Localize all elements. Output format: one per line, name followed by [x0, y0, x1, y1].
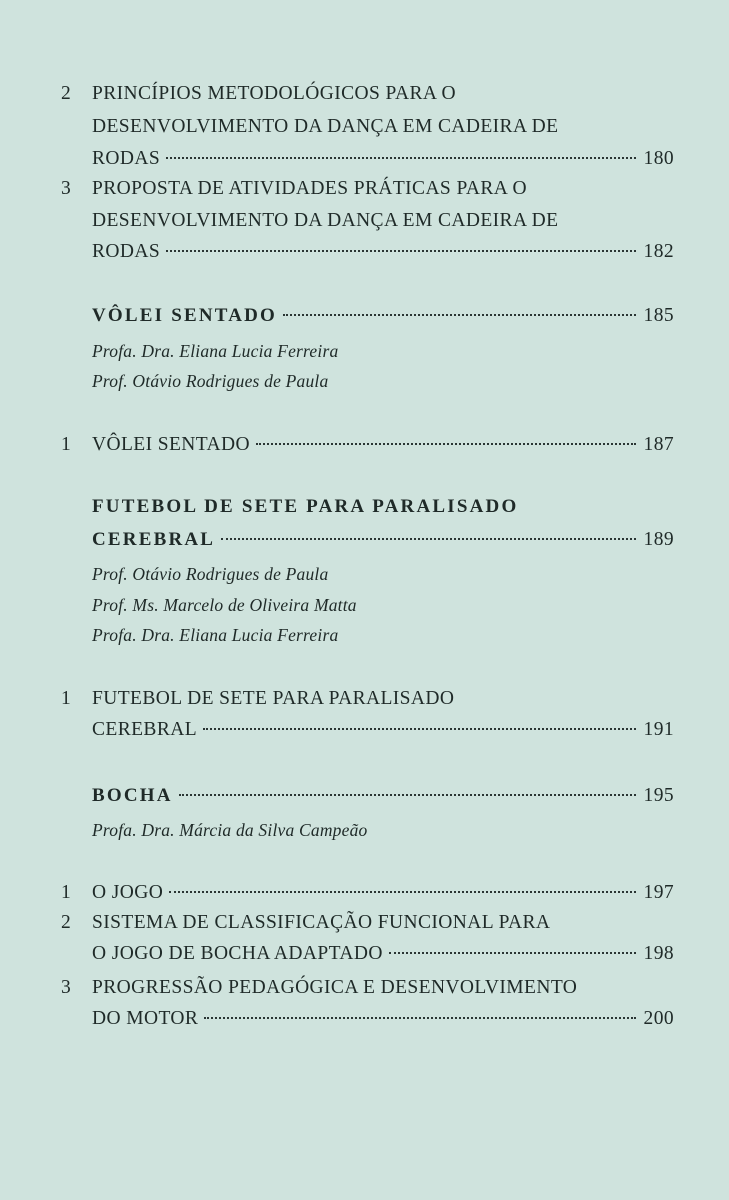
entry-number: 3 [61, 178, 71, 199]
entry-title-line: O JOGO DE BOCHA ADAPTADO [92, 943, 383, 964]
toc-row-proposta[interactable] [92, 241, 674, 263]
entry-number: 1 [61, 434, 71, 455]
leader-dots [221, 538, 636, 540]
leader-dots [256, 443, 636, 445]
leader-dots [204, 1017, 636, 1019]
page-number: 180 [643, 148, 674, 169]
leader-dots [179, 794, 636, 796]
entry-number: 2 [61, 912, 71, 933]
author-line: Profa. Dra. Eliana Lucia Ferreira [92, 341, 339, 361]
toc-row-volei[interactable] [92, 434, 674, 456]
leader-dots [283, 314, 636, 316]
leader-dots [166, 250, 636, 252]
leader-dots [166, 157, 636, 159]
entry-title-line: RODAS [92, 241, 161, 262]
page-number: 189 [643, 529, 674, 550]
entry-title-line: PROGRESSÃO PEDAGÓGICA E DESENVOLVIMENTO [92, 977, 578, 998]
leader-dots [203, 728, 636, 730]
leader-dots [389, 952, 636, 954]
entry-number: 2 [61, 83, 71, 104]
author-line: Prof. Otávio Rodrigues de Paula [92, 564, 329, 584]
page-number: 195 [643, 785, 674, 806]
entry-number: 1 [61, 882, 71, 903]
page-number: 191 [643, 719, 674, 740]
entry-title-line: DESENVOLVIMENTO DA DANÇA EM CADEIRA DE [92, 116, 559, 137]
author-line: Prof. Ms. Marcelo de Oliveira Matta [92, 595, 357, 615]
entry-number: 1 [61, 688, 71, 709]
toc-row-principios[interactable] [92, 148, 674, 170]
page-number: 200 [643, 1008, 674, 1029]
toc-row-progressao[interactable] [92, 1008, 674, 1030]
section-title: VÔLEI SENTADO [92, 305, 278, 326]
entry-title-line: DESENVOLVIMENTO DA DANÇA EM CADEIRA DE [92, 210, 559, 231]
entry-title-line: PRINCÍPIOS METODOLÓGICOS PARA O [92, 83, 457, 104]
section-heading-bocha[interactable] [92, 785, 674, 807]
entry-title-line: FUTEBOL DE SETE PARA PARALISADO [92, 688, 455, 709]
entry-title-line: PROPOSTA DE ATIVIDADES PRÁTICAS PARA O [92, 178, 527, 199]
page-number: 197 [643, 882, 674, 903]
author-line: Profa. Dra. Eliana Lucia Ferreira [92, 625, 339, 645]
toc-row-futebol[interactable] [92, 719, 674, 741]
page-number: 198 [643, 943, 674, 964]
entry-title-line: CEREBRAL [92, 719, 198, 740]
entry-number: 3 [61, 977, 71, 998]
section-title: CEREBRAL [92, 529, 216, 550]
section-heading-futebol: FUTEBOL DE SETE PARA PARALISADO [92, 496, 519, 517]
section-title: BOCHA [92, 785, 173, 806]
page-number: 187 [643, 434, 674, 455]
author-line: Prof. Otávio Rodrigues de Paula [92, 371, 329, 391]
entry-title-line: RODAS [92, 148, 161, 169]
toc-row-sistema[interactable] [92, 943, 674, 965]
entry-title-line: O JOGO [92, 882, 164, 903]
page-number: 182 [643, 241, 674, 262]
entry-title-line: DO MOTOR [92, 1008, 199, 1029]
section-heading-futebol-cont[interactable] [92, 529, 674, 551]
author-line: Profa. Dra. Márcia da Silva Campeão [92, 820, 368, 840]
leader-dots [169, 891, 636, 893]
entry-title-line: VÔLEI SENTADO [92, 434, 250, 455]
page-number: 185 [643, 305, 674, 326]
entry-title-line: SISTEMA DE CLASSIFICAÇÃO FUNCIONAL PARA [92, 912, 551, 933]
section-heading-volei[interactable] [92, 305, 674, 327]
toc-row-o-jogo[interactable] [92, 882, 674, 904]
